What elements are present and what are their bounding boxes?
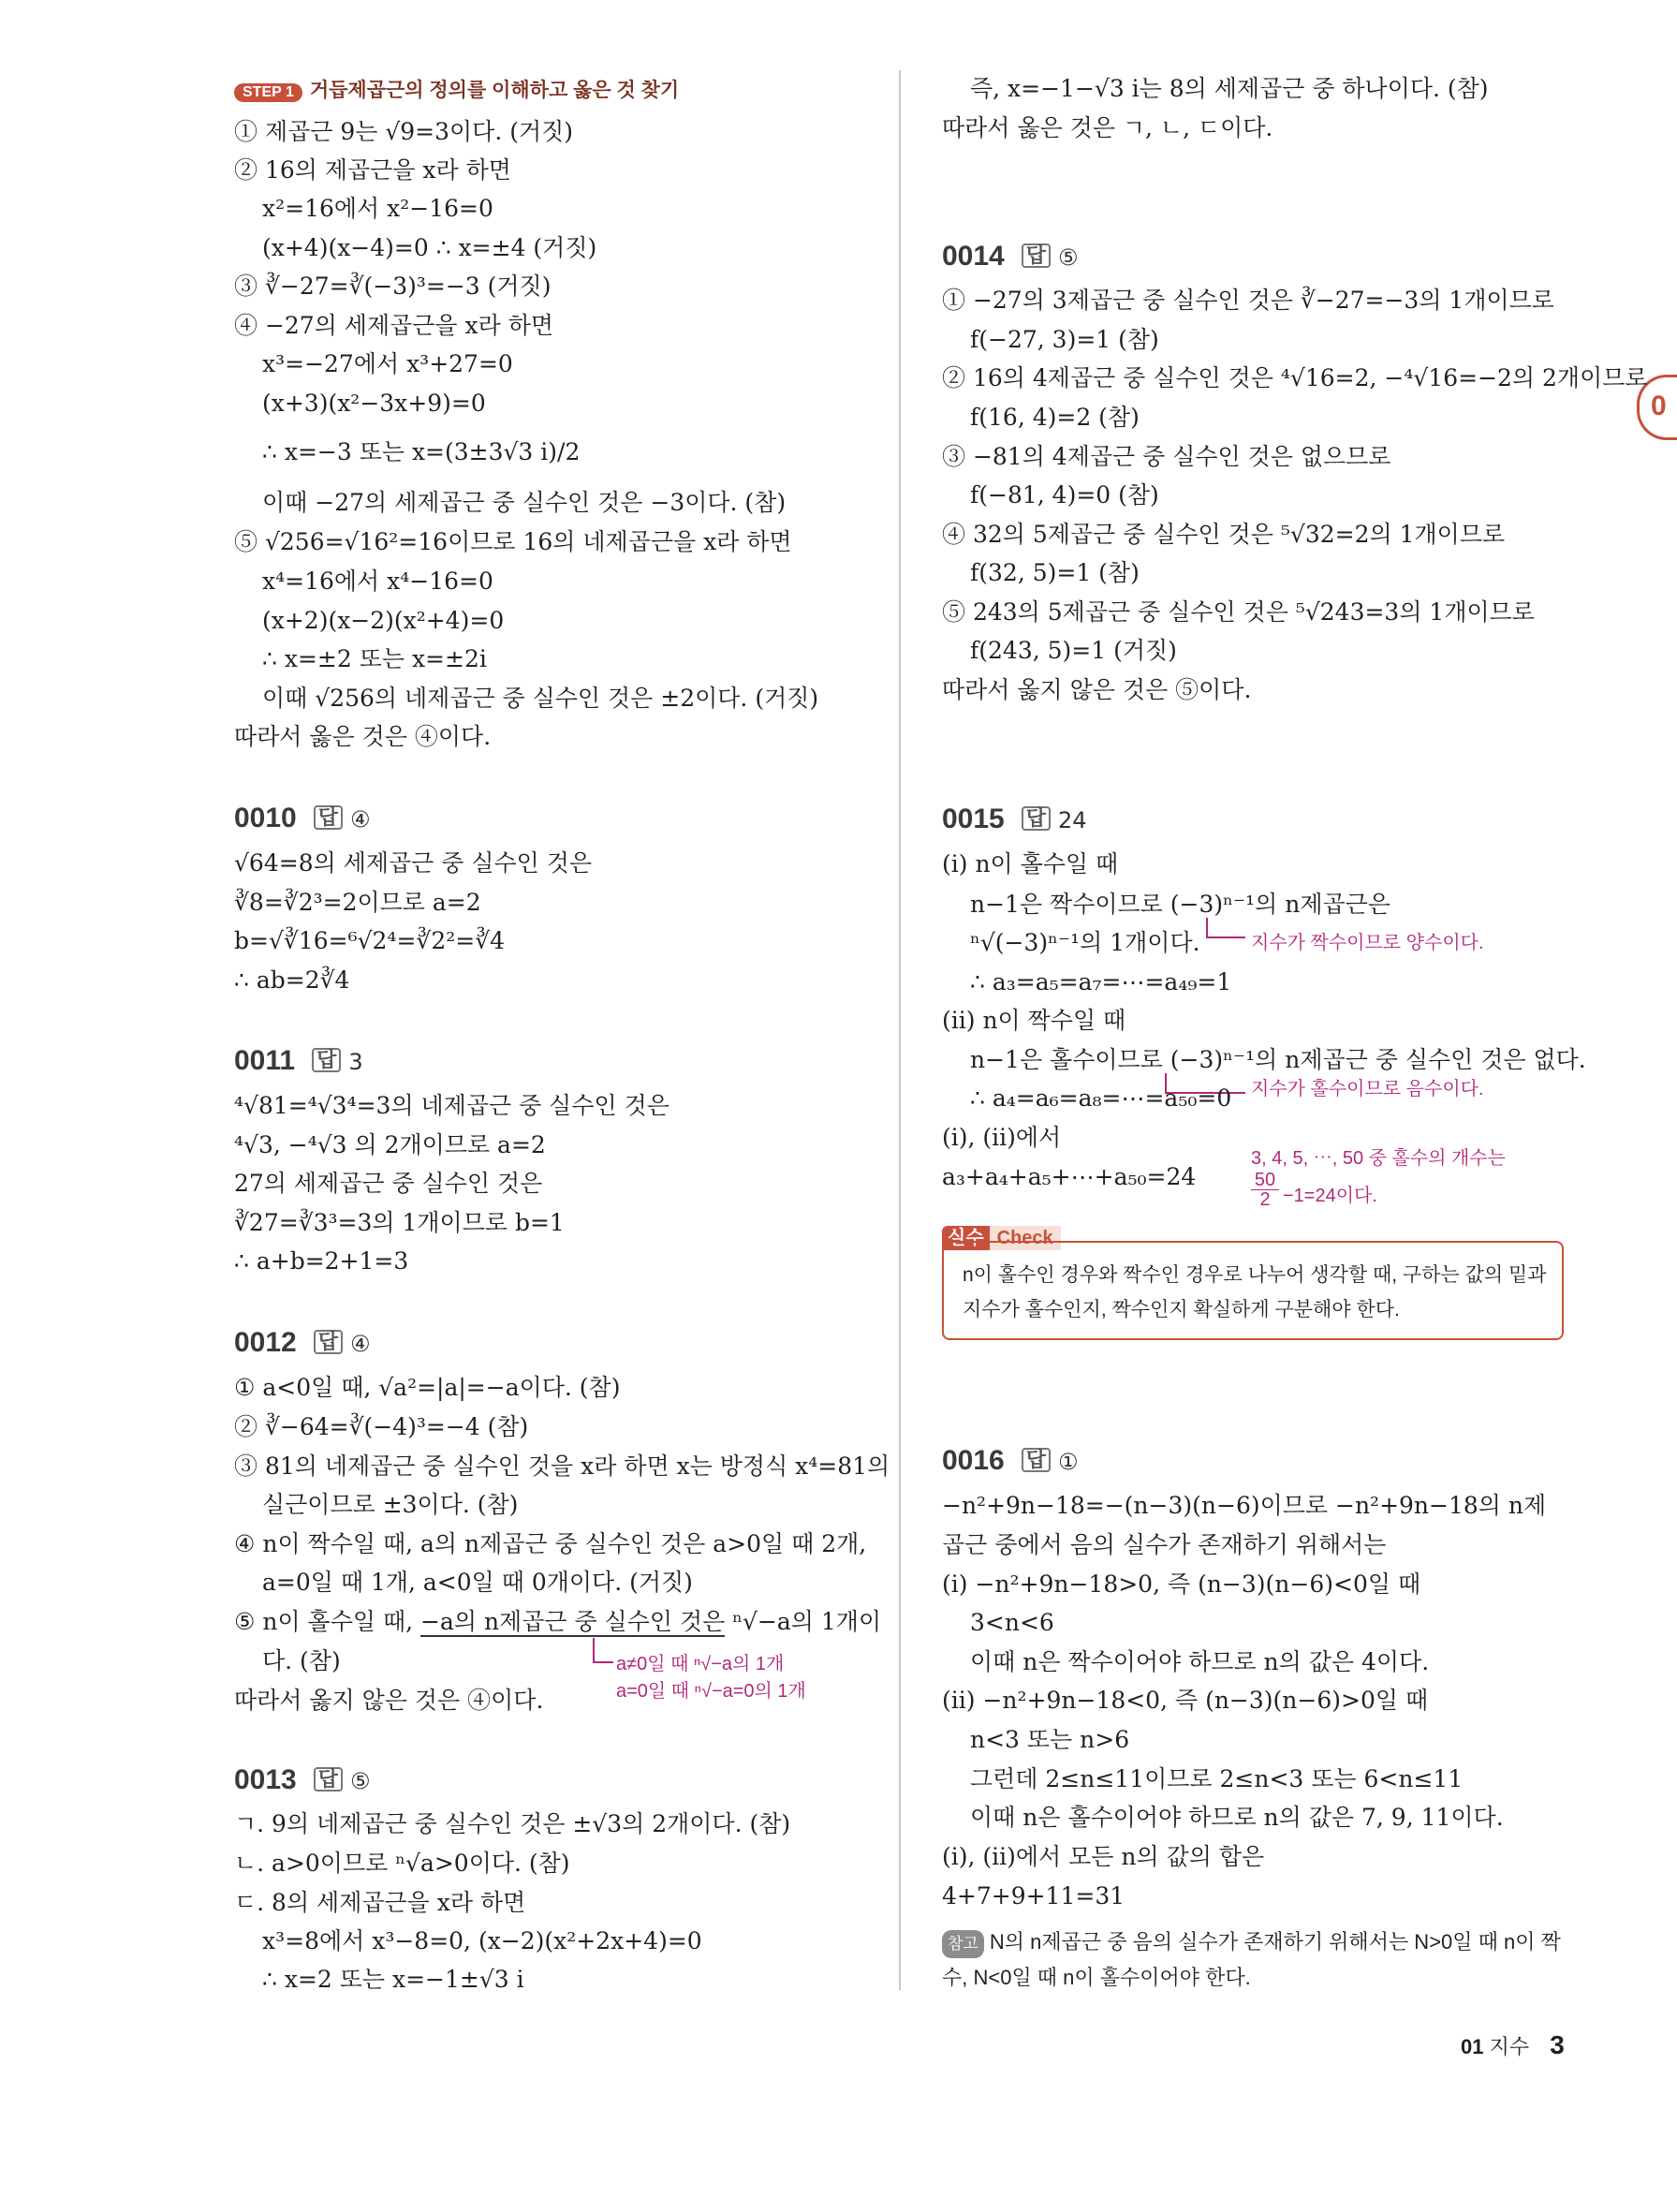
solution-line: n−1은 홀수이므로 (−3)ⁿ⁻¹의 n제곱근 중 실수인 것은 없다. (970, 1046, 1586, 1073)
solution-line: ② 16의 제곱근을 x라 하면 (234, 156, 511, 184)
problem-heading-0013: 0013 답 ⑤ (234, 1764, 371, 1795)
reference-note: 참고 N의 n제곱근 중 음의 실수가 존재하기 위해서는 N>0일 때 n이 짝 (942, 1927, 1561, 1958)
solution-line: ③ 81의 네제곱근 중 실수인 것을 x라 하면 x는 방정식 x⁴=81의 (234, 1453, 890, 1480)
solution-line: ㄴ. a>0이므로 ⁿ√a>0이다. (참) (234, 1850, 570, 1877)
solution-line: ㄱ. 9의 네제곱근 중 실수인 것은 ±√3의 2개이다. (참) (234, 1810, 791, 1837)
solution-line: ∴ x=±2 또는 x=±2i (262, 645, 487, 672)
solution-line: 4+7+9+11=31 (942, 1882, 1125, 1910)
page-footer (1461, 2030, 1565, 2060)
solution-line: ∴ a₃=a₅=a₇=⋯=a₄₉=1 (970, 968, 1232, 995)
solution-line: ④ −27의 세제곱근을 x라 하면 (234, 312, 553, 339)
problem-heading-0011: 0011 답 3 (234, 1045, 363, 1076)
annotation-note: 지수가 짝수이므로 양수이다. (1251, 933, 1484, 953)
reference-badge: 참고 (942, 1930, 984, 1958)
answer-badge: 답 (1022, 1448, 1051, 1472)
answer-value: ⑤ (350, 1768, 371, 1794)
answer-value: ① (1058, 1449, 1079, 1475)
check-box (942, 1241, 1564, 1340)
step-heading (234, 75, 679, 103)
solution-line: f(−81, 4)=0 (참) (970, 481, 1159, 509)
solution-line: a=0일 때 1개, a<0일 때 0개이다. (거짓) (262, 1569, 693, 1596)
solution-line: ⑤ n이 홀수일 때, −a의 n제곱근 중 실수인 것은 ⁿ√−a의 1개이 (234, 1608, 882, 1635)
solution-line: ③ −81의 4제곱근 중 실수인 것은 없으므로 (942, 443, 1391, 470)
reference-note: 수, N<0일 때 n이 홀수이어야 한다. (942, 1966, 1251, 1989)
solution-line: ∴ ab=2∛4 (234, 966, 350, 994)
solution-line: 즉, x=−1−√3 i는 8의 세제곱근 중 하나이다. (참) (970, 75, 1489, 102)
annotation-note: 3, 4, 5, ⋯, 50 중 홀수의 개수는 (1251, 1148, 1506, 1169)
solution-line: 이때 n은 홀수이어야 하므로 n의 값은 7, 9, 11이다. (970, 1804, 1504, 1831)
annotation-note: −1=24이다. (1283, 1186, 1377, 1206)
solution-line: ⑤ √256=√16²=16이므로 16의 네제곱근을 x라 하면 (234, 528, 792, 555)
solution-line: x²=16에서 x²−16=0 (262, 195, 493, 222)
annotation-note: a≠0일 때 ⁿ√−a의 1개 (616, 1654, 785, 1674)
solution-line: ④ n이 짝수일 때, a의 n제곱근 중 실수인 것은 a>0일 때 2개, (234, 1530, 867, 1557)
answer-value: ④ (350, 806, 371, 833)
solution-line: 그런데 2≤n≤11이므로 2≤n<3 또는 6<n≤11 (970, 1765, 1464, 1792)
solution-line: n<3 또는 n>6 (970, 1726, 1130, 1753)
solution-line: 27의 세제곱근 중 실수인 것은 (234, 1170, 543, 1197)
solution-line: ㄷ. 8의 세제곱근을 x라 하면 (234, 1889, 526, 1916)
solution-line: (i), (ii)에서 (942, 1124, 1062, 1151)
solution-line: ⑤ 243의 5제곱근 중 실수인 것은 ⁵√243=3의 1개이므로 (942, 598, 1535, 626)
answer-value: ④ (350, 1331, 371, 1357)
solution-line: ∴ x=2 또는 x=−1±√3 i (262, 1966, 524, 1993)
solution-line: 따라서 옳은 것은 ④이다. (234, 723, 492, 750)
check-text: 지수가 홀수인지, 짝수인지 확실하게 구분해야 한다. (963, 1299, 1400, 1320)
answer-badge: 답 (312, 1048, 341, 1072)
solution-line: b=√∛16=⁶√2⁴=∛2²=∛4 (234, 927, 506, 954)
answer-value: 24 (1058, 807, 1087, 833)
answer-badge: 답 (314, 1767, 343, 1792)
solution-line: 다. (참) (262, 1647, 341, 1674)
solution-line: (x+3)(x²−3x+9)=0 (262, 390, 486, 417)
step-title: 거듭제곱근의 정의를 이해하고 옳은 것 찾기 (309, 80, 680, 101)
solution-line: ② ∛−64=∛(−4)³=−4 (참) (234, 1413, 529, 1440)
solution-line: ∛8=∛2³=2이므로 a=2 (234, 889, 481, 916)
solution-line: f(16, 4)=2 (참) (970, 404, 1140, 431)
solution-line: 따라서 옳은 것은 ㄱ, ㄴ, ㄷ이다. (942, 114, 1273, 141)
solution-line: ① 제곱근 9는 √9=3이다. (거짓) (234, 118, 574, 145)
problem-heading-0015: 0015 답 24 (942, 804, 1087, 834)
solution-line: x³=−27에서 x³+27=0 (262, 350, 513, 377)
solution-line: 이때 −27의 세제곱근 중 실수인 것은 −3이다. (참) (262, 489, 787, 516)
underlined-phrase: −a의 n제곱근 중 실수인 것은 (420, 1608, 726, 1635)
chapter-number: 01 (1461, 2035, 1484, 2058)
solution-line: ∛27=∛3³=3의 1개이므로 b=1 (234, 1209, 565, 1236)
solution-line: (ii) n이 짝수일 때 (942, 1007, 1126, 1034)
solution-line: ⁴√81=⁴√3⁴=3의 네제곱근 중 실수인 것은 (234, 1092, 669, 1119)
solution-line: ① −27의 3제곱근 중 실수인 것은 ∛−27=−3의 1개이므로 (942, 287, 1554, 314)
annotation-note: 지수가 홀수이므로 음수이다. (1251, 1079, 1484, 1099)
solution-line: ④ 32의 5제곱근 중 실수인 것은 ⁵√32=2의 1개이므로 (942, 521, 1506, 548)
answer-badge: 답 (314, 805, 343, 830)
solution-line: (ii) −n²+9n−18<0, 즉 (n−3)(n−6)>0일 때 (942, 1687, 1429, 1714)
solution-line: 이때 n은 짝수이어야 하므로 n의 값은 4이다. (970, 1648, 1430, 1675)
solution-line: (i), (ii)에서 모든 n의 값의 합은 (942, 1843, 1265, 1870)
solution-line: (i) n이 홀수일 때 (942, 850, 1119, 877)
annotation-arrow (593, 1638, 613, 1663)
problem-heading-0016: 0016 답 ① (942, 1445, 1079, 1476)
solution-line: 이때 √256의 네제곱근 중 실수인 것은 ±2이다. (거짓) (262, 685, 819, 712)
check-tab: 실수 Check (942, 1222, 1061, 1249)
step-badge: STEP 1 (234, 83, 302, 102)
problem-heading-0014: 0014 답 ⑤ (942, 241, 1079, 272)
solution-line: x³=8에서 x³−8=0, (x−2)(x²+2x+4)=0 (262, 1927, 702, 1954)
answer-badge: 답 (1022, 806, 1051, 831)
solution-line: ∴ x=−3 또는 x=(3±3√3 i)/2 (262, 438, 581, 465)
solution-line: a₃+a₄+a₅+⋯+a₅₀=24 (942, 1163, 1197, 1190)
solution-line: f(−27, 3)=1 (참) (970, 326, 1159, 353)
chapter-title: 지수 (1489, 2035, 1530, 2058)
check-text: n이 홀수인 경우와 짝수인 경우로 나누어 생각할 때, 구하는 값의 밑과 (963, 1264, 1547, 1286)
answer-badge: 답 (314, 1330, 343, 1354)
annotation-arrow (1206, 918, 1245, 938)
page-number: 3 (1550, 2030, 1565, 2059)
solution-line: √64=8의 세제곱근 중 실수인 것은 (234, 849, 593, 877)
solution-line: ∴ a+b=2+1=3 (234, 1247, 409, 1275)
solution-line: ∴ a₄=a₆=a₈=⋯=a₅₀=0 (970, 1084, 1232, 1112)
solution-line: x⁴=16에서 x⁴−16=0 (262, 568, 493, 595)
answer-value: ⑤ (1058, 244, 1079, 271)
annotation-fraction: 50 2 (1251, 1171, 1279, 1209)
chapter-side-tab: 0 (1637, 375, 1677, 440)
problem-heading-0010: 0010 답 ④ (234, 803, 371, 833)
solution-line: (x+2)(x−2)(x²+4)=0 (262, 607, 505, 634)
solution-line: n−1은 짝수이므로 (−3)ⁿ⁻¹의 n제곱근은 (970, 891, 1390, 918)
solution-line: ② 16의 4제곱근 중 실수인 것은 ⁴√16=2, −⁴√16=−2의 2개이므로 (942, 364, 1648, 391)
solution-line: 실근이므로 ±3이다. (참) (262, 1491, 519, 1518)
solution-line: −n²+9n−18=−(n−3)(n−6)이므로 −n²+9n−18의 n제 (942, 1492, 1547, 1519)
solution-line: 따라서 옳지 않은 것은 ④이다. (234, 1687, 544, 1714)
solution-line: 3<n<6 (970, 1609, 1054, 1636)
solution-line: f(32, 5)=1 (참) (970, 559, 1140, 586)
problem-heading-0012: 0012 답 ④ (234, 1327, 371, 1358)
solution-line: ⁿ√(−3)ⁿ⁻¹의 1개이다. (970, 929, 1200, 956)
solution-line: ⁴√3, −⁴√3 의 2개이므로 a=2 (234, 1131, 546, 1158)
solution-line: f(243, 5)=1 (거짓) (970, 637, 1177, 664)
column-divider (899, 70, 901, 1990)
annotation-note: a=0일 때 ⁿ√−a=0의 1개 (616, 1681, 806, 1702)
solution-line: (x+4)(x−4)=0 ∴ x=±4 (거짓) (262, 234, 597, 261)
solution-line: ① a<0일 때, √a²=|a|=−a이다. (참) (234, 1374, 621, 1401)
answer-badge: 답 (1022, 243, 1051, 268)
solution-line: (i) −n²+9n−18>0, 즉 (n−3)(n−6)<0일 때 (942, 1571, 1421, 1598)
solution-line: 곱근 중에서 음의 실수가 존재하기 위해서는 (942, 1531, 1387, 1558)
solution-line: 따라서 옳지 않은 것은 ⑤이다. (942, 676, 1252, 703)
solution-line: ③ ∛−27=∛(−3)³=−3 (거짓) (234, 273, 552, 300)
answer-value: 3 (348, 1049, 363, 1075)
